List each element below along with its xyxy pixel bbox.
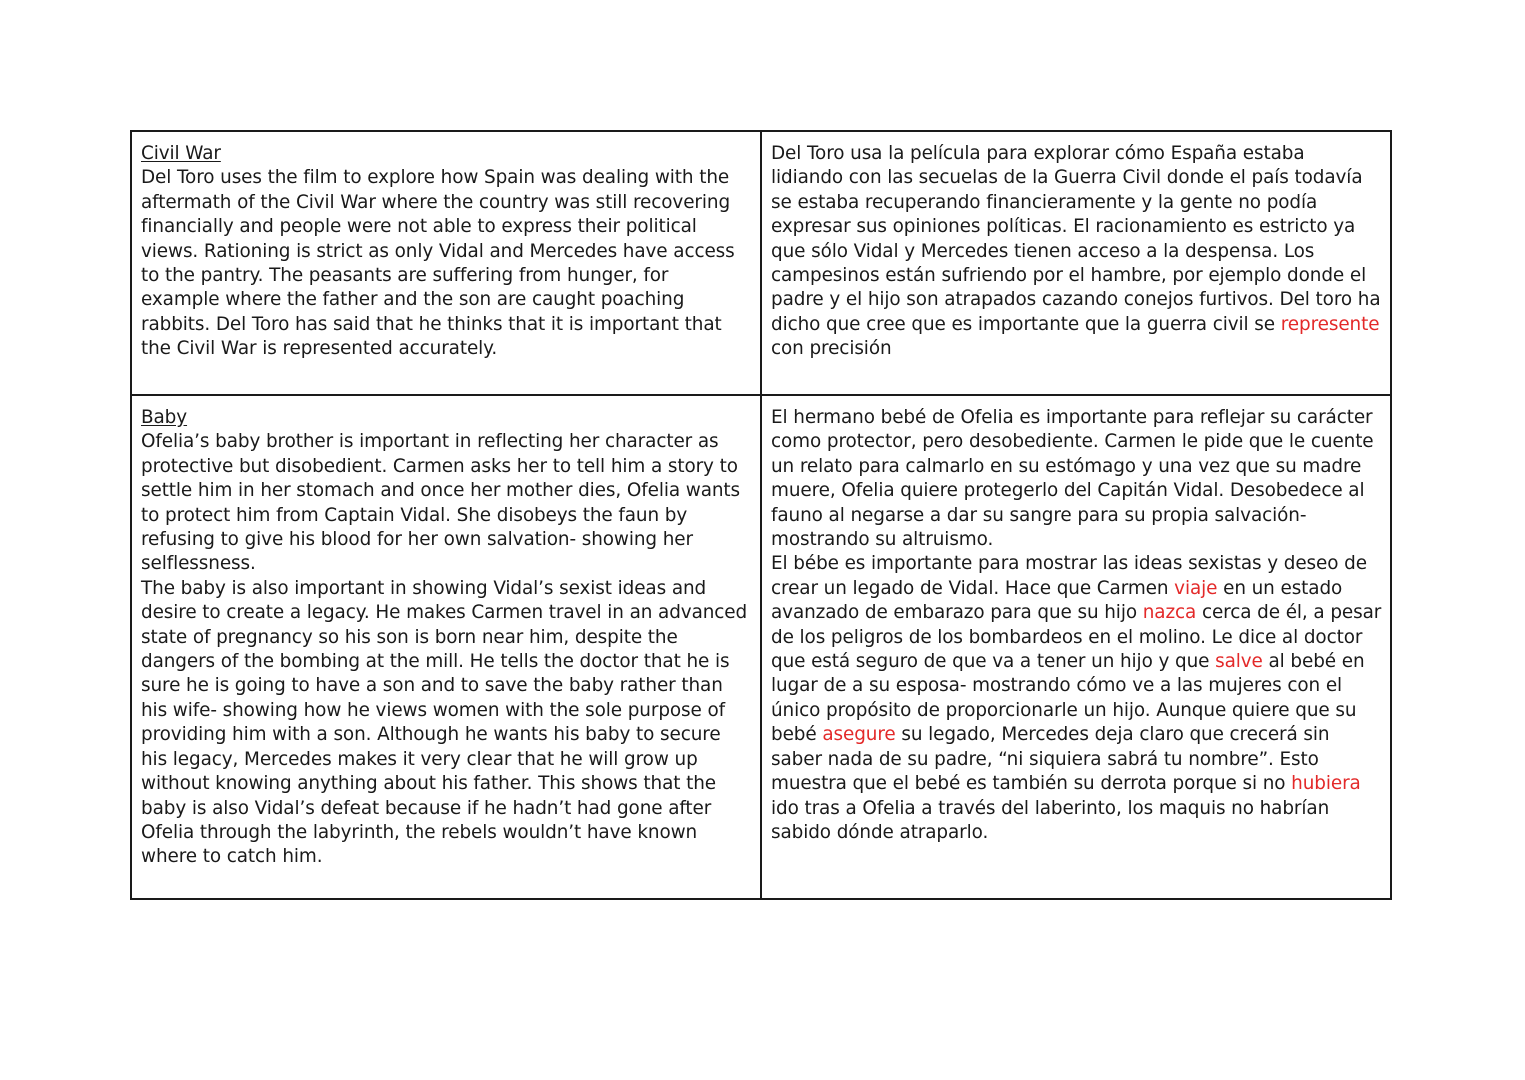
english-paragraph: The baby is also important in showing Vidal’s sexist ideas and desire to create a legacy. He makes Carmen travel in an advanced state of pregnancy so his son is born near him, despite the dangers of the bombing at the mill. He tells the doctor that he is sure he is going to have a son and to save the baby rather than his wife- showing how he views women with the sole purpose of providing him with a son. Although he wants his baby to secure his legacy, Mercedes makes it very clear that he will grow up without knowing anything about his father. This shows that the baby is also Vidal’s defeat because if he hadn’t had gone after Ofelia through the labyrinth, the rebels wouldn’t have known where to catch him. [141, 577, 748, 868]
spanish-paragraph [771, 552, 1382, 845]
highlighted-verb: salve [1215, 651, 1263, 673]
cell-spanish-baby [761, 395, 1391, 899]
spanish-text-segment: con precisión [771, 338, 892, 360]
spanish-text-segment: al bebé en lugar de a su esposa- mostrando cómo ve a las mujeres con el único propósito de proporcionarle un hijo. Aunque quiere que su bebé [771, 651, 1365, 746]
spanish-text-segment: en un estado avanzado de embarazo para que su hijo [771, 577, 1343, 624]
table-row-civil-war [131, 131, 1391, 395]
spanish-text-segment: su legado, Mercedes deja claro que crecerá sin saber nada de su padre, “ni siquiera sabrá tu nombre”. Esto muestra que el bebé es también su derrota porque si no [771, 724, 1330, 795]
cell-english-baby [131, 395, 761, 899]
spanish-paragraph: El hermano bebé de Ofelia es importante para reflejar su carácter como protector, pero desobediente. Carmen le pide que le cuente un relato para calmarlo en su estómago y una vez que su madre muere, Ofelia quiere protegerlo del Capitán Vidal. Desobedece al fauno al negarse a dar su sangre para su propia salvación- mostrando su altruismo. [771, 407, 1374, 551]
highlighted-verb: asegure [822, 724, 896, 746]
spanish-text-segment: cerca de él, a pesar de los peligros de los bombardeos en el molino. Le dice al doctor que está seguro de que va a tener un hijo y que [771, 602, 1382, 673]
spanish-text-segment: Del Toro usa la película para explorar cómo España estaba lidiando con las secuelas de la Guerra Civil donde el país todavía se estaba recuperando financieramente y la gente no podía expresar sus opiniones políticas. El racionamiento es estricto ya que sólo Vidal y Mercedes tienen acceso a la despensa. Los campesinos están sufriendo por el hambre, por ejemplo donde el padre y el hijo son atrapados cazando conejos furtivos. Del toro ha dicho que cree que es importante que la guerra civil se [771, 143, 1381, 335]
table-row-baby [131, 395, 1391, 899]
highlighted-verb: viaje [1174, 577, 1218, 599]
cell-spanish-civil-war [761, 131, 1391, 395]
cell-english-civil-war [131, 131, 761, 395]
highlighted-verb: nazca [1142, 602, 1197, 624]
english-paragraph: Del Toro uses the film to explore how Spain was dealing with the aftermath of the Civil War where the country was still recovering financially and people were not able to express their political views. Rationing is strict as only Vidal and Mercedes have access to the pantry. The peasants are suffering from hunger, for example where the father and the son are caught poaching rabbits. Del Toro has said that he thinks that it is important that the Civil War is represented accurately. [141, 167, 735, 360]
section-heading-baby: Baby [141, 407, 188, 428]
section-heading-civil-war: Civil War [141, 143, 221, 164]
highlighted-verb: represente [1280, 313, 1380, 335]
spanish-paragraph [771, 142, 1382, 362]
spanish-text-segment: ido tras a Ofelia a través del laberinto, los maquis no habrían sabido dónde atraparlo. [771, 797, 1330, 843]
english-paragraph: Ofelia’s baby brother is important in reflecting her character as protective but disobedient. Carmen asks her to tell him a story to settle him in her stomach and once her mother dies, Ofelia wants to protect him from Captain Vidal. She disobeys the faun by refusing to give his blood for her own salvation- showing her selflessness. [141, 431, 741, 575]
highlighted-verb: hubiera [1291, 773, 1361, 795]
spanish-text-segment: El bébe es importante para mostrar las ideas sexistas y deseo de crear un legado de Vidal. Hace que Carmen [771, 553, 1367, 599]
comparison-table [130, 130, 1392, 900]
